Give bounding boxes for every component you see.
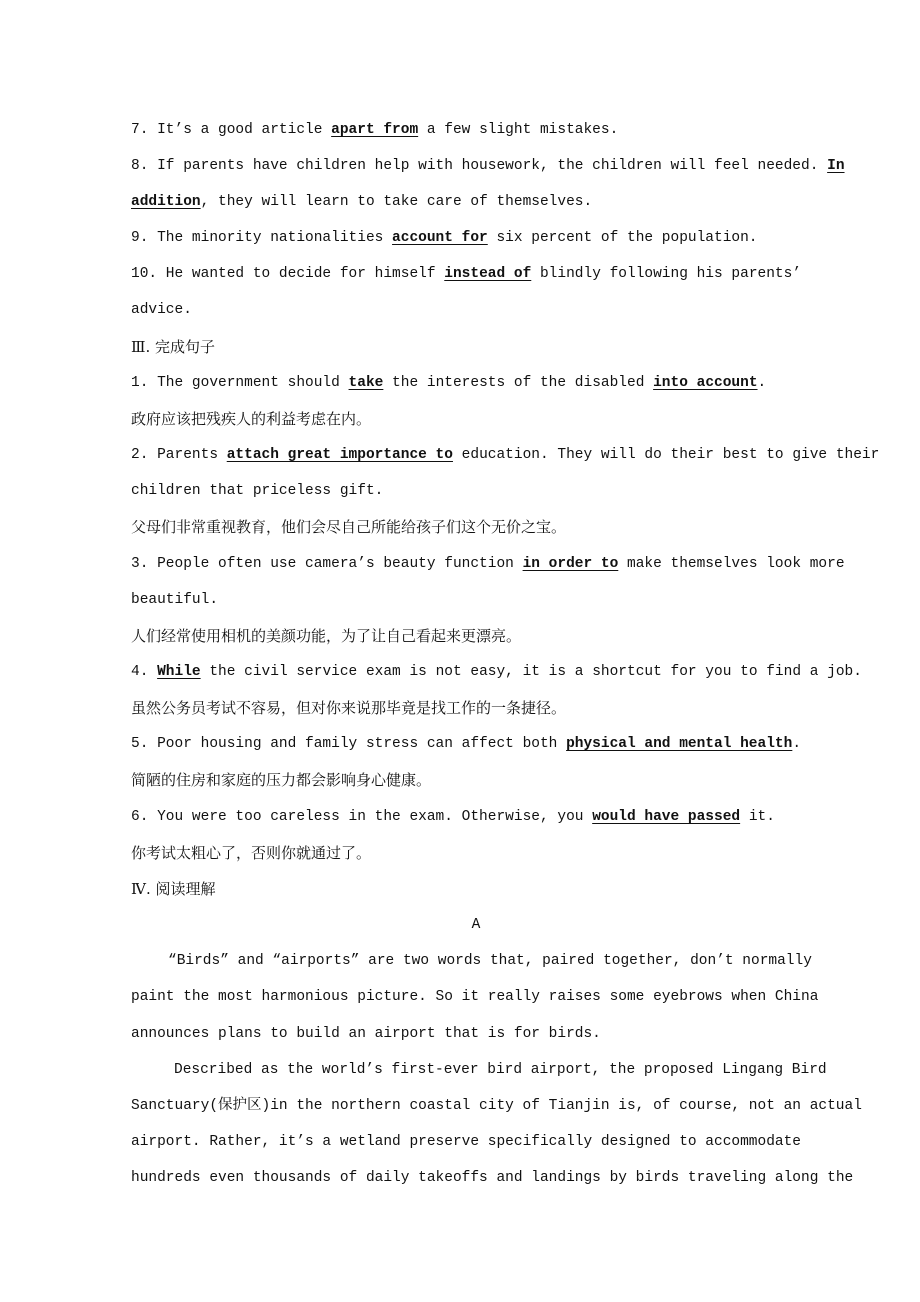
sentence-2-cont: children that priceless gift. [131, 483, 384, 499]
section-heading: Ⅲ. 完成句子 [131, 338, 216, 356]
paragraph-line: Sanctuary(保护区)in the northern coastal city of Tianjin is, of course, not an actual [131, 1098, 862, 1114]
text: , they will learn to take care of themselves. [200, 194, 593, 210]
sentence-1 [131, 373, 821, 393]
text: a few slight mistakes. [418, 122, 619, 138]
text: the interests of the disabled [383, 375, 654, 391]
text: 4. [131, 664, 158, 680]
text: 10. He wanted to decide for himself [131, 266, 445, 282]
text: . [792, 736, 802, 752]
text: education. They will do their best to give their [452, 447, 880, 463]
text: the civil service exam is not easy, it is a shortcut for you to find a job. [200, 664, 862, 680]
paragraph-line: Described as the world’s first-ever bird airport, the proposed Lingang Bird [174, 1062, 827, 1078]
sentence-5-translation: 简陋的住房和家庭的压力都会影响身心健康。 [131, 771, 432, 789]
section-heading: Ⅳ. 阅读理解 [131, 880, 216, 898]
text: make themselves look more [618, 556, 845, 572]
paragraph-line: “Birds” and “airports” are two words that, paired together, don’t normally [168, 953, 812, 969]
answer-text: in order to [522, 556, 619, 572]
vocab-item-8-cont [131, 192, 821, 212]
text: 5. Poor housing and family stress can affect both [131, 736, 567, 752]
answer-text: In [827, 158, 845, 174]
sentence-6 [131, 807, 821, 827]
vocab-item-9 [131, 228, 821, 248]
passage-label: A [471, 917, 481, 933]
text: 9. The minority nationalities [131, 230, 393, 246]
text: 6. You were too careless in the exam. Otherwise, you [131, 809, 593, 825]
sentence-1-translation: 政府应该把残疾人的利益考虑在内。 [131, 410, 372, 428]
sentence-2-translation: 父母们非常重视教育，他们会尽自己所能给孩子们这个无价之宝。 [131, 518, 567, 536]
sentence-3-cont: beautiful. [131, 592, 219, 608]
sentence-4 [131, 662, 862, 682]
sentence-3 [131, 554, 845, 574]
sentence-6-translation: 你考试太粗心了，否则你就通过了。 [131, 844, 372, 862]
text: six percent of the population. [487, 230, 758, 246]
vocab-item-7 [131, 120, 821, 140]
vocab-item-8 [131, 156, 845, 176]
sentence-3-translation: 人们经常使用相机的美颜功能，为了让自己看起来更漂亮。 [131, 627, 522, 645]
text: . [757, 375, 767, 391]
text: it. [740, 809, 775, 825]
answer-text: into account [653, 375, 758, 391]
sentence-5 [131, 734, 821, 754]
text: 1. The government should [131, 375, 349, 391]
answer-text: take [348, 375, 384, 391]
answer-text: instead of [444, 266, 532, 282]
answer-text: addition [131, 194, 201, 210]
text: blindly following his parents’ [531, 266, 802, 282]
vocab-item-10 [131, 264, 821, 284]
paragraph-line: paint the most harmonious picture. So it really raises some eyebrows when China [131, 989, 819, 1005]
answer-text: While [157, 664, 201, 680]
text: 8. If parents have children help with housework, the children will feel needed. [131, 158, 828, 174]
vocab-item-10-cont: advice. [131, 302, 192, 318]
paragraph-line: hundreds even thousands of daily takeoffs and landings by birds traveling along the [131, 1170, 854, 1186]
sentence-4-translation: 虽然公务员考试不容易，但对你来说那毕竟是找工作的一条捷径。 [131, 699, 567, 717]
answer-text: physical and mental health [566, 736, 793, 752]
answer-text: account for [392, 230, 488, 246]
answer-text: would have passed [592, 809, 741, 825]
paragraph-line: announces plans to build an airport that is for birds. [131, 1026, 601, 1042]
text: 3. People often use camera’s beauty function [131, 556, 523, 572]
text: 7. It’s a good article [131, 122, 332, 138]
sentence-2 [131, 445, 880, 465]
answer-text: attach great importance to [226, 447, 453, 463]
text: 2. Parents [131, 447, 227, 463]
paragraph-line: airport. Rather, it’s a wetland preserve specifically designed to accommodate [131, 1134, 802, 1150]
answer-text: apart from [331, 122, 419, 138]
